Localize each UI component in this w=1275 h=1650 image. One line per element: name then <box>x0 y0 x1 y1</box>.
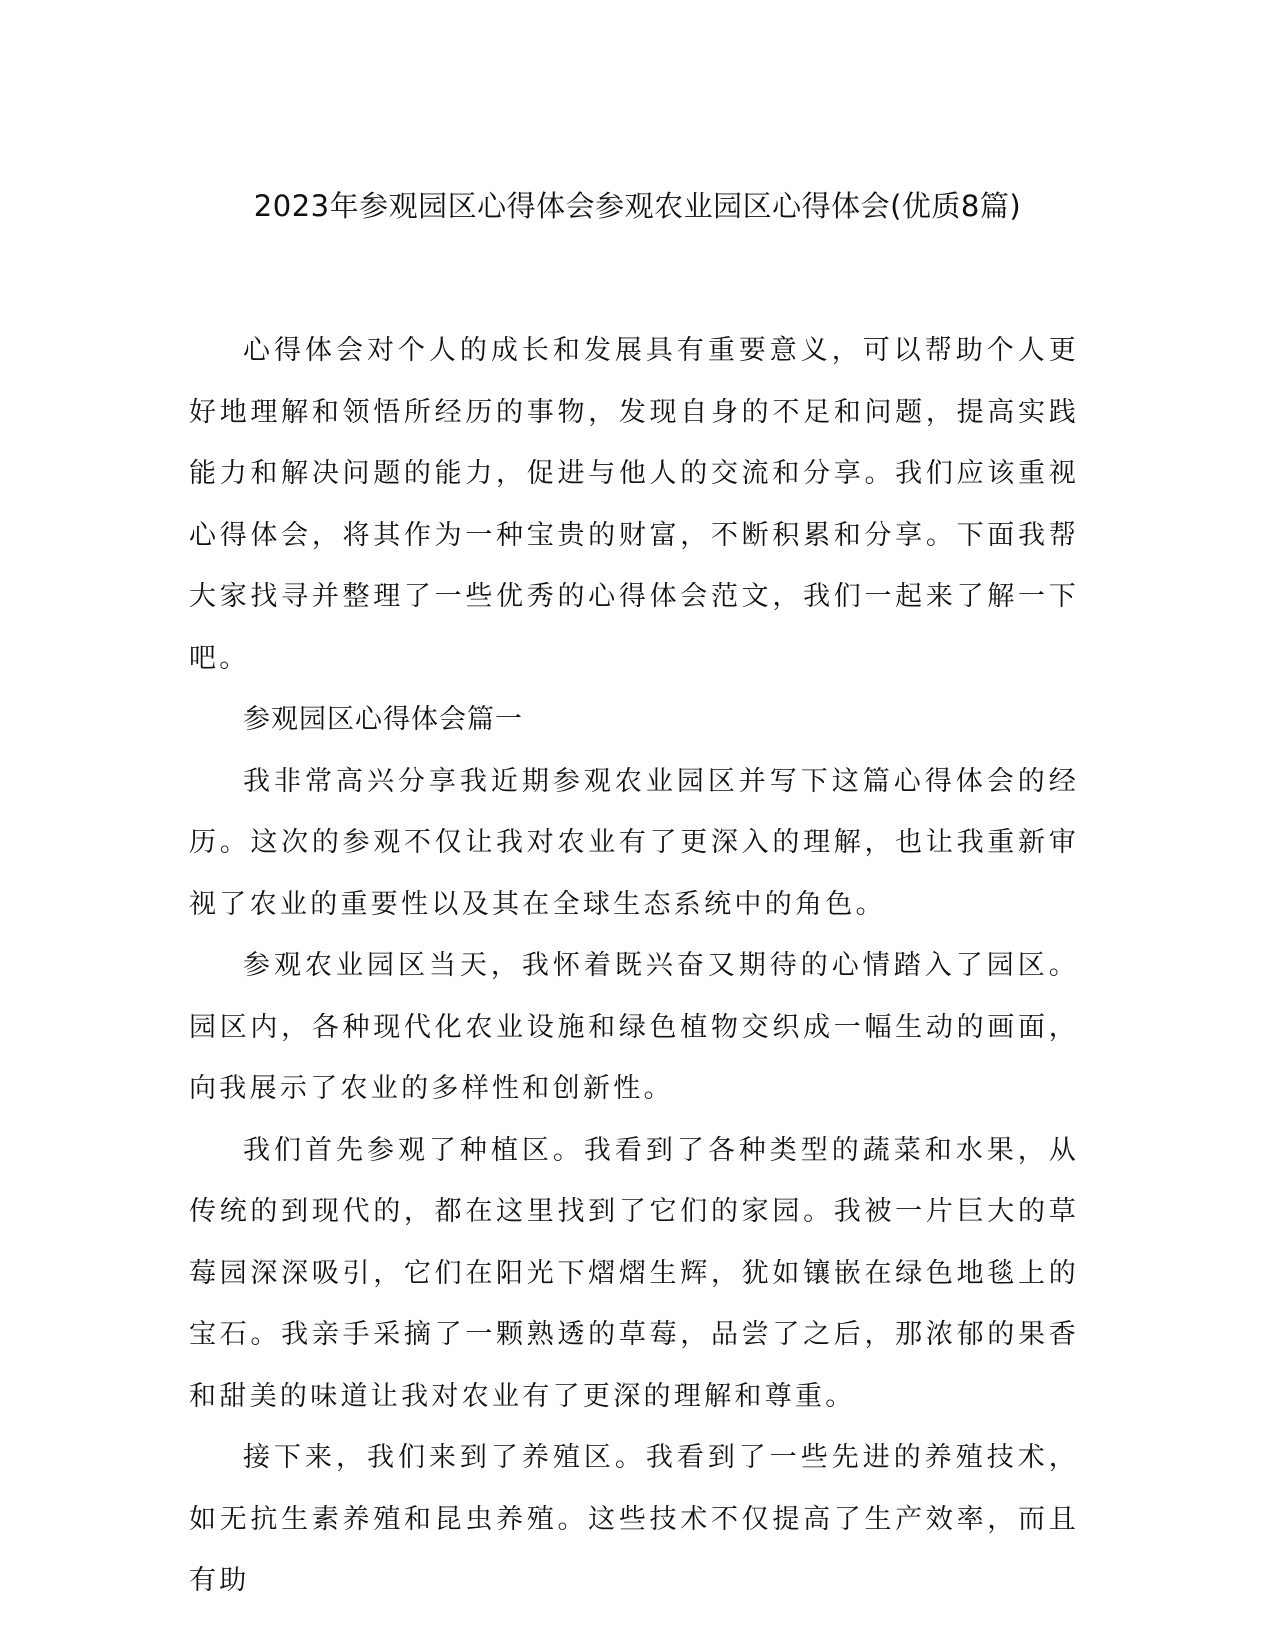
intro-paragraph: 心得体会对个人的成长和发展具有重要意义，可以帮助个人更好地理解和领悟所经历的事物，发现自身的不足和问题，提高实践能力和解决问题的能力，促进与他人的交流和分享。我们应该重视心得体会，将其作为一种宝贵的财富，不断积累和分享。下面我帮大家找寻并整理了一些优秀的心得体会范文，我们一起来了解一下吧。 <box>189 335 1079 674</box>
section-heading: 参观园区心得体会篇一 <box>243 704 523 735</box>
body-paragraph: 接下来，我们来到了养殖区。我看到了一些先进的养殖技术，如无抗生素养殖和昆虫养殖。这些技术不仅提高了生产效率，而且有助 <box>189 1442 1079 1596</box>
body-paragraph: 我非常高兴分享我近期参观农业园区并写下这篇心得体会的经历。这次的参观不仅让我对农业有了更深入的理解，也让我重新审视了农业的重要性以及其在全球生态系统中的角色。 <box>189 765 1079 920</box>
body-paragraph: 我们首先参观了种植区。我看到了各种类型的蔬菜和水果，从传统的到现代的，都在这里找到了它们的家园。我被一片巨大的草莓园深深吸引，它们在阳光下熠熠生辉，犹如镶嵌在绿色地毯上的宝石。我亲手采摘了一颗熟透的草莓，品尝了之后，那浓郁的果香和甜美的味道让我对农业有了更深的理解和尊重。 <box>189 1134 1079 1412</box>
body-paragraph: 参观农业园区当天，我怀着既兴奋又期待的心情踏入了园区。园区内，各种现代化农业设施和绿色植物交织成一幅生动的画面，向我展示了农业的多样性和创新性。 <box>189 950 1079 1104</box>
document-title: 2023年参观园区心得体会参观农业园区心得体会(优质8篇) <box>253 189 1022 223</box>
document-body <box>189 320 1079 1612</box>
